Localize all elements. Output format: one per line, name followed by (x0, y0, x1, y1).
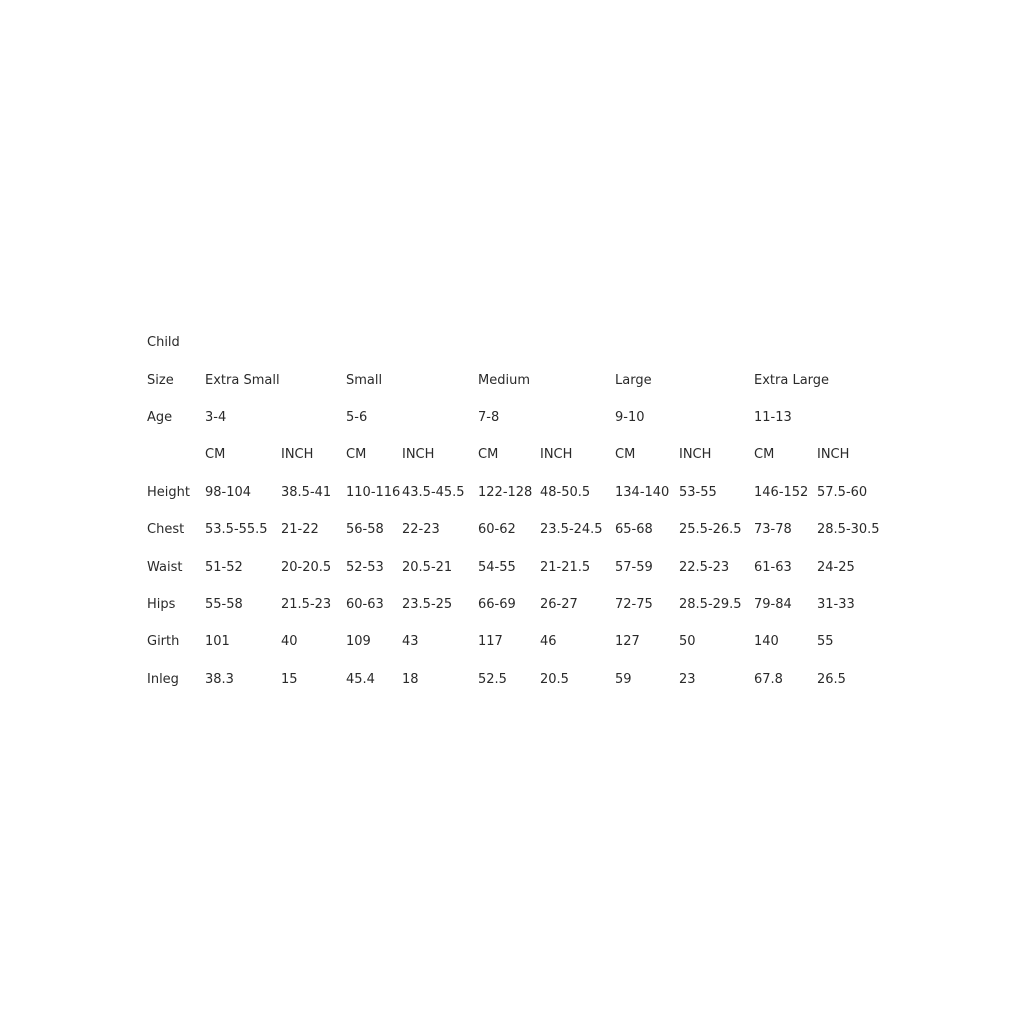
chart-title: Child (147, 335, 180, 351)
measurement-cell: 117 (478, 634, 503, 650)
unit-header: CM (615, 447, 636, 463)
measurement-cell: 52.5 (478, 671, 507, 687)
age-extra-large: 11-13 (754, 409, 792, 425)
age-small: 5-6 (346, 409, 368, 425)
size-medium: Medium (478, 372, 530, 388)
measurement-cell: 23.5-25 (402, 596, 453, 612)
measurement-cell: 31-33 (817, 596, 855, 612)
row-label: Waist (147, 559, 183, 575)
measurement-cell: 28.5-29.5 (679, 596, 742, 612)
measurement-cell: 57.5-60 (817, 484, 868, 500)
measurement-cell: 53-55 (679, 484, 717, 500)
row-label: Hips (147, 596, 176, 612)
measurement-cell: 134-140 (615, 484, 670, 500)
measurement-cell: 28.5-30.5 (817, 522, 880, 538)
measurement-cell: 18 (402, 671, 419, 687)
measurement-cell: 45.4 (346, 671, 375, 687)
table-row (147, 548, 887, 585)
measurement-cell: 55-58 (205, 596, 243, 612)
age-extra-small: 3-4 (205, 409, 227, 425)
table-row (147, 474, 887, 511)
measurement-cell: 52-53 (346, 559, 384, 575)
unit-header: INCH (402, 447, 435, 463)
size-chart-table (147, 324, 887, 698)
measurement-cell: 40 (281, 634, 298, 650)
measurement-cell: 22.5-23 (679, 559, 730, 575)
unit-row (147, 436, 887, 473)
measurement-cell: 67.8 (754, 671, 783, 687)
measurement-cell: 38.5-41 (281, 484, 332, 500)
measurement-cell: 21-21.5 (540, 559, 591, 575)
measurement-cell: 127 (615, 634, 640, 650)
measurement-cell: 146-152 (754, 484, 809, 500)
measurement-cell: 26-27 (540, 596, 578, 612)
measurement-cell: 57-59 (615, 559, 653, 575)
measurement-cell: 59 (615, 671, 632, 687)
measurement-cell: 22-23 (402, 522, 440, 538)
measurement-cell: 48-50.5 (540, 484, 591, 500)
measurement-cell: 23 (679, 671, 696, 687)
row-label: Height (147, 484, 190, 500)
measurement-cell: 122-128 (478, 484, 533, 500)
table-row (147, 623, 887, 660)
measurement-cell: 43.5-45.5 (402, 484, 465, 500)
measurement-cell: 38.3 (205, 671, 234, 687)
measurement-cell: 98-104 (205, 484, 252, 500)
row-label: Inleg (147, 671, 179, 687)
measurement-cell: 21.5-23 (281, 596, 332, 612)
age-large: 9-10 (615, 409, 645, 425)
unit-header: INCH (281, 447, 314, 463)
measurement-cell: 101 (205, 634, 230, 650)
measurement-rows (147, 474, 887, 698)
table-row (147, 661, 887, 698)
measurement-cell: 73-78 (754, 522, 792, 538)
measurement-cell: 23.5-24.5 (540, 522, 603, 538)
size-chart (147, 324, 887, 698)
table-row (147, 511, 887, 548)
row-label: Girth (147, 634, 180, 650)
measurement-cell: 61-63 (754, 559, 792, 575)
measurement-cell: 60-63 (346, 596, 384, 612)
title-row (147, 324, 887, 361)
measurement-cell: 20.5 (540, 671, 569, 687)
measurement-cell: 24-25 (817, 559, 855, 575)
measurement-cell: 55 (817, 634, 834, 650)
unit-header: CM (346, 447, 367, 463)
age-row (147, 399, 887, 436)
unit-header: INCH (540, 447, 573, 463)
size-row (147, 361, 887, 398)
measurement-cell: 72-75 (615, 596, 653, 612)
measurement-cell: 56-58 (346, 522, 384, 538)
table-row (147, 586, 887, 623)
size-label: Size (147, 372, 174, 388)
row-label: Chest (147, 522, 185, 538)
measurement-cell: 46 (540, 634, 557, 650)
measurement-cell: 109 (346, 634, 371, 650)
age-label: Age (147, 409, 173, 425)
size-large: Large (615, 372, 652, 388)
measurement-cell: 50 (679, 634, 696, 650)
size-small: Small (346, 372, 383, 388)
measurement-cell: 20.5-21 (402, 559, 453, 575)
size-extra-large: Extra Large (754, 372, 830, 388)
measurement-cell: 60-62 (478, 522, 516, 538)
measurement-cell: 66-69 (478, 596, 516, 612)
measurement-cell: 140 (754, 634, 779, 650)
age-medium: 7-8 (478, 409, 500, 425)
unit-header: INCH (817, 447, 850, 463)
measurement-cell: 53.5-55.5 (205, 522, 268, 538)
unit-header: INCH (679, 447, 712, 463)
measurement-cell: 51-52 (205, 559, 243, 575)
measurement-cell: 21-22 (281, 522, 319, 538)
measurement-cell: 110-116 (346, 484, 401, 500)
measurement-cell: 26.5 (817, 671, 846, 687)
size-extra-small: Extra Small (205, 372, 280, 388)
measurement-cell: 25.5-26.5 (679, 522, 742, 538)
unit-header: CM (754, 447, 775, 463)
measurement-cell: 65-68 (615, 522, 653, 538)
measurement-cell: 20-20.5 (281, 559, 332, 575)
measurement-cell: 79-84 (754, 596, 792, 612)
unit-header: CM (205, 447, 226, 463)
measurement-cell: 54-55 (478, 559, 516, 575)
measurement-cell: 15 (281, 671, 298, 687)
measurement-cell: 43 (402, 634, 419, 650)
unit-header: CM (478, 447, 499, 463)
